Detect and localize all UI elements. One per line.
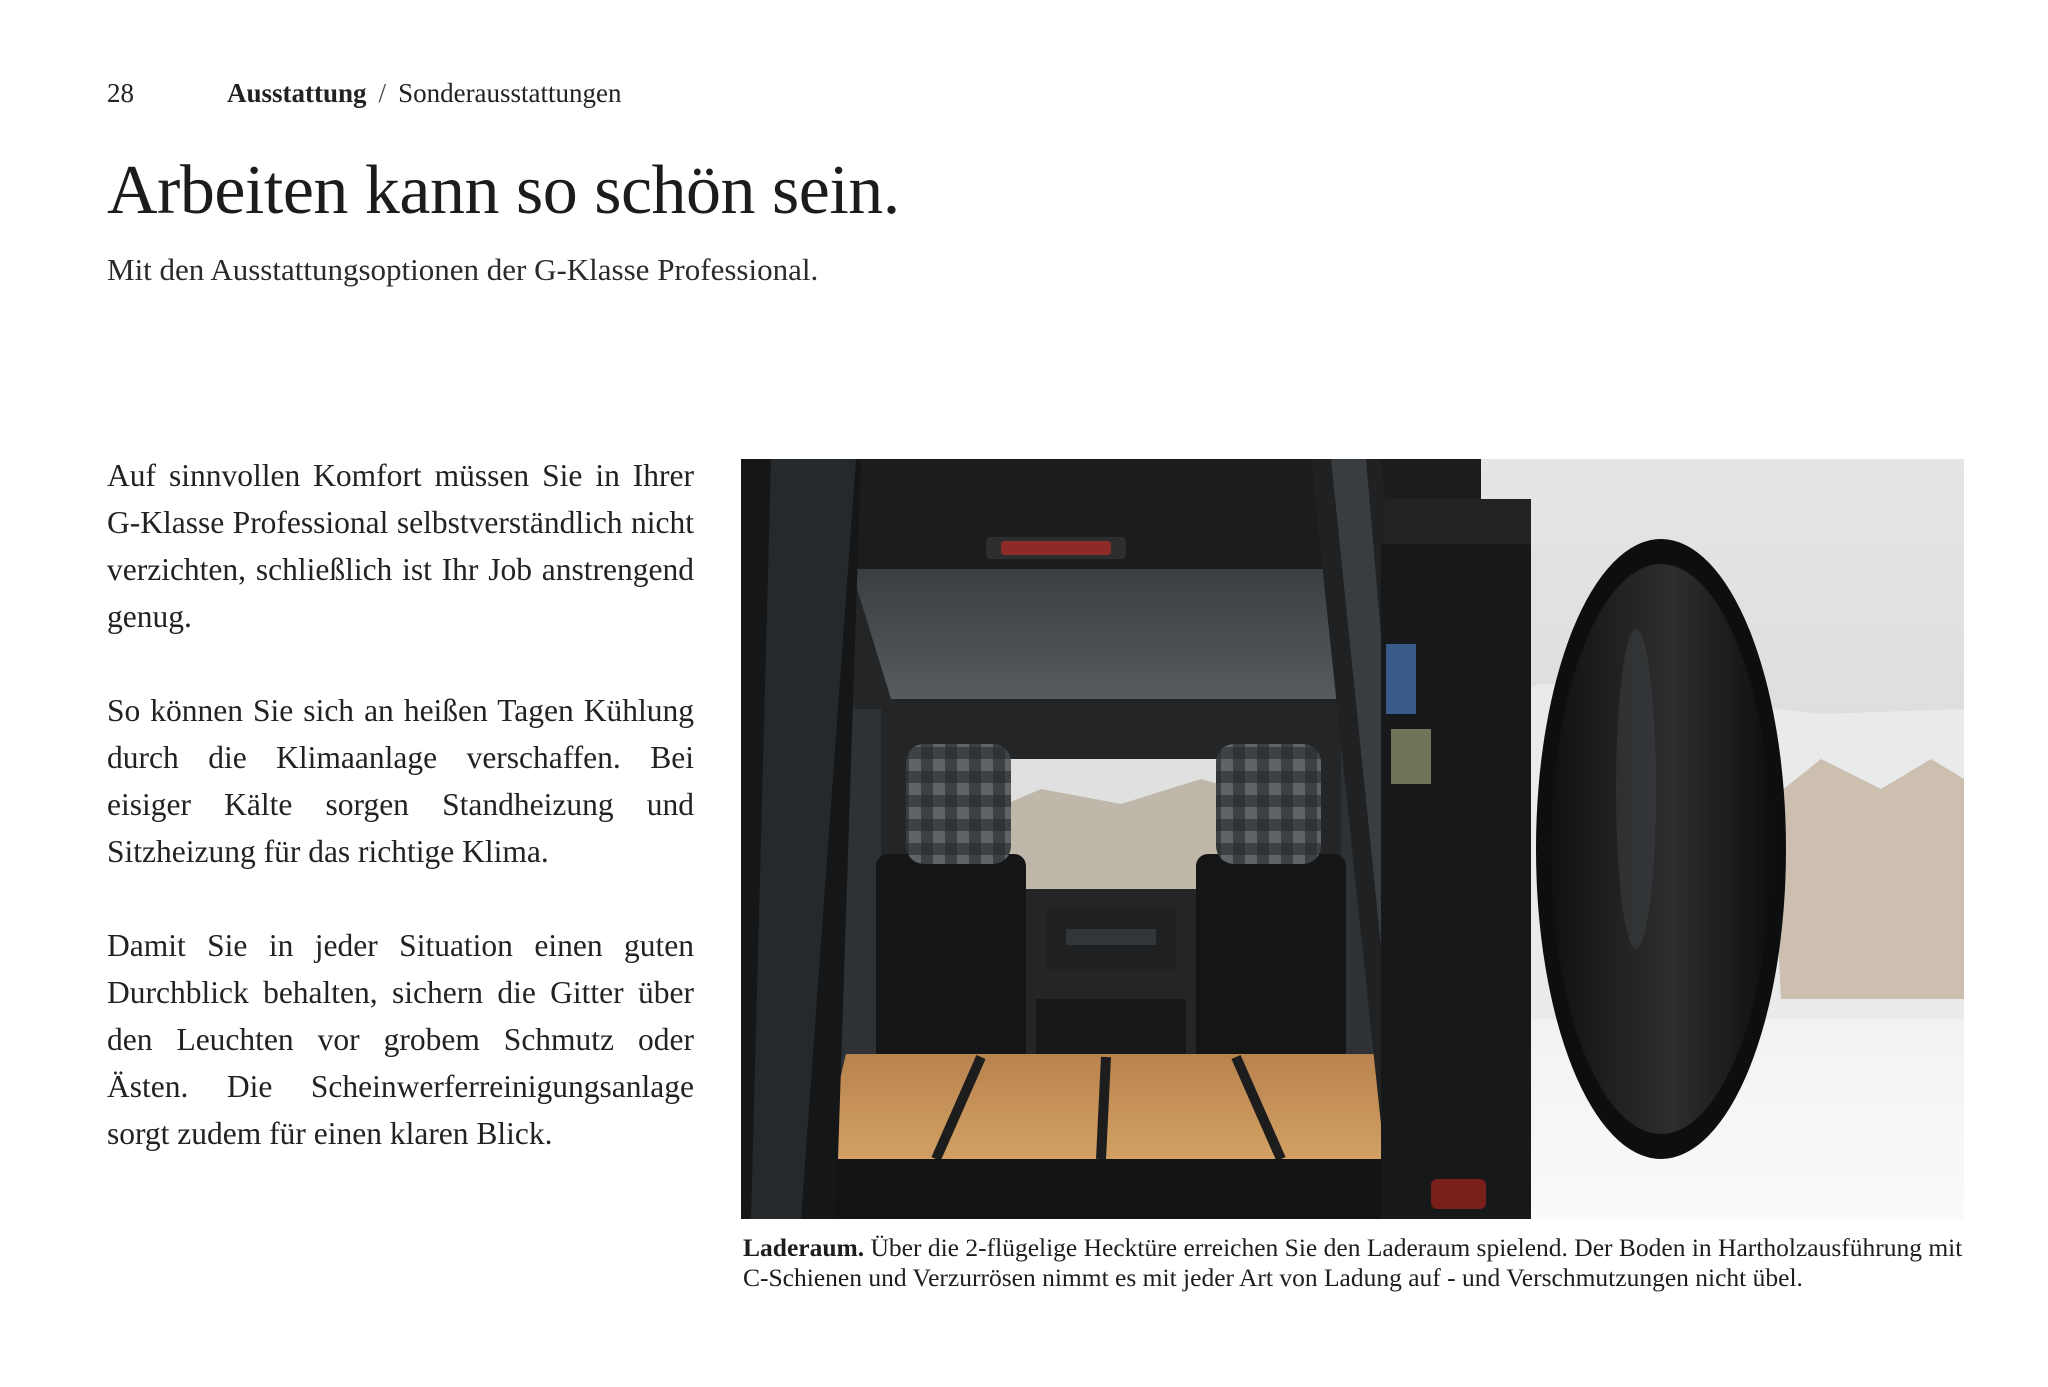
breadcrumb-section: Ausstattung — [227, 78, 367, 108]
page-title: Arbeiten kann so schön sein. — [107, 152, 900, 229]
caption-text: Über die 2-flügelige Hecktüre erreichen Sie den Laderaum spielend. Der Boden in Hartholzausführung mit C-Schienen und Verzurrösen nimmt es mit jeder Art von Ladung auf - und Verschmutzungen nicht übel. — [743, 1233, 1963, 1292]
breadcrumb-separator: / — [378, 78, 387, 108]
body-paragraph: So können Sie sich an heißen Tagen Kühlung durch die Klimaanlage verschaffen. Bei eisiger Kälte sorgen Standheizung und Sitzheizung für das richtige Klima. — [107, 693, 694, 869]
breadcrumb-subsection: Sonderausstattungen — [398, 78, 622, 108]
page-subtitle: Mit den Ausstattungsoptionen der G-Klasse Professional. — [107, 252, 819, 287]
body-text — [107, 452, 694, 1204]
vehicle-cargo-photo — [741, 459, 1964, 1219]
body-paragraph: Auf sinnvollen Komfort müssen Sie in Ihrer G-Klasse Professional selbstverständlich nicht verzichten, schließlich ist Ihr Job anstrengend genug. — [107, 458, 694, 634]
page-number: 28 — [107, 78, 134, 108]
breadcrumb — [227, 78, 622, 109]
body-paragraph: Damit Sie in jeder Situation einen guten Durchblick behalten, sichern die Gitter über den Leuchten vor grobem Schmutz oder Ästen. Die Scheinwerferreinigungsanlage sorgt zudem für einen klaren Blick. — [107, 928, 694, 1151]
photo-caption — [743, 1233, 1973, 1293]
caption-label: Laderaum. — [743, 1233, 865, 1262]
